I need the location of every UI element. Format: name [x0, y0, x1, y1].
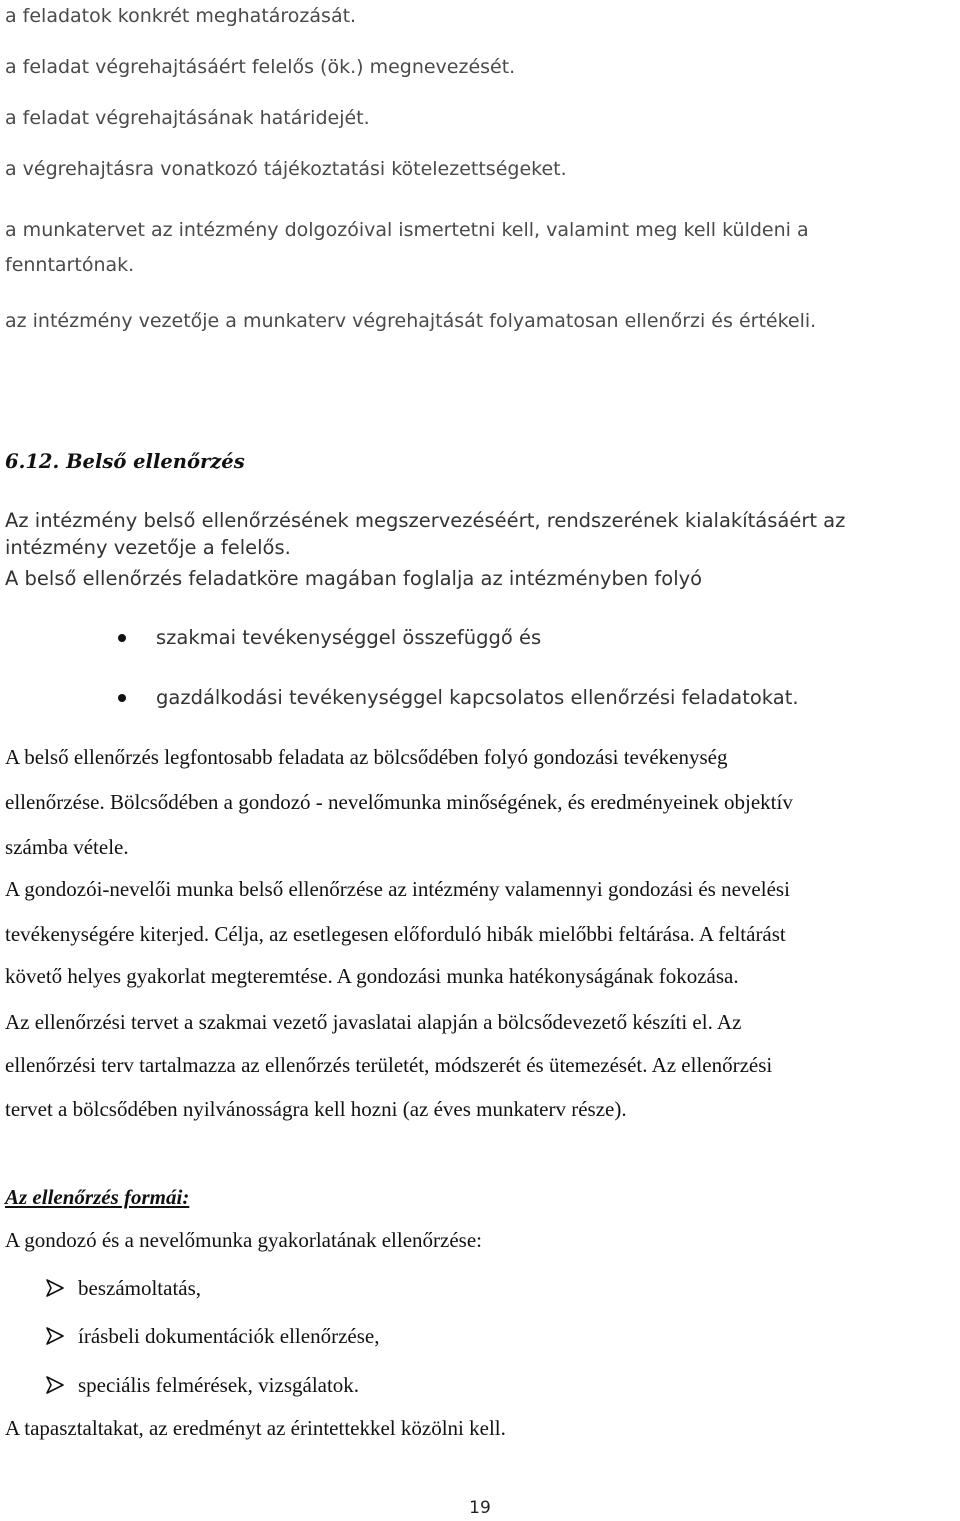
body-line: A gondozói-nevelői munka belső ellenőrzése az intézmény valamennyi gondozási és nevelési: [5, 877, 790, 901]
body-line: Az ellenőrzési tervet a szakmai vezető javaslatai alapján a bölcsődevezető készíti el. Az: [5, 1010, 742, 1034]
forms-closing: A tapasztaltakat, az eredményt az érintettekkel közölni kell.: [5, 1416, 506, 1440]
text-line: a munkatervet az intézmény dolgozóival ismertetni kell, valamint meg kell küldeni a: [5, 219, 809, 241]
body-line: tervet a bölcsődében nyilvánosságra kell hozni (az éves munkaterv része).: [5, 1097, 627, 1121]
arrow-bullet-icon: [44, 1277, 66, 1299]
text-line: a feladatok konkrét meghatározását.: [5, 5, 357, 27]
body-line: ellenőrzése. Bölcsődében a gondozó - nevelőmunka minőségének, és eredményeinek objektív: [5, 790, 793, 814]
body-line: számba vétele.: [5, 835, 129, 859]
forms-heading: Az ellenőrzés formái:: [5, 1185, 190, 1209]
section-intro: Az intézmény belső ellenőrzésének megszervezéséért, rendszerének kialakításáért az: [5, 509, 846, 532]
forms-item: beszámoltatás,: [78, 1276, 202, 1300]
body-line: A belső ellenőrzés legfontosabb feladata az bölcsődében folyó gondozási tevékenység: [5, 745, 728, 769]
forms-item: írásbeli dokumentációk ellenőrzése,: [78, 1324, 380, 1348]
text-line: a végrehajtásra vonatkozó tájékoztatási kötelezettségeket.: [5, 158, 567, 180]
text-line: a feladat végrehajtásának határidejét.: [5, 107, 370, 129]
page-number: 19: [469, 1498, 491, 1518]
body-line: tevékenységére kiterjed. Célja, az esetlegesen előforduló hibák mielőbbi feltárása. A feltárást: [5, 922, 786, 946]
section-intro: intézmény vezetője a felelős.: [5, 536, 291, 559]
forms-intro: A gondozó és a nevelőmunka gyakorlatának ellenőrzése:: [5, 1228, 482, 1252]
text-line: a feladat végrehajtásáért felelős (ök.) megnevezését.: [5, 56, 516, 78]
body-line: követő helyes gyakorlat megteremtése. A gondozási munka hatékonyságának fokozása.: [5, 964, 739, 988]
arrow-bullet-icon: [44, 1325, 66, 1347]
forms-item: speciális felmérések, vizsgálatok.: [78, 1373, 360, 1397]
section-intro: A belső ellenőrzés feladatköre magában foglalja az intézményben folyó: [5, 567, 703, 590]
bullet-item: gazdálkodási tevékenységgel kapcsolatos ellenőrzési feladatokat.: [156, 686, 799, 709]
text-line: fenntartónak.: [5, 254, 135, 276]
body-line: ellenőrzési terv tartalmazza az ellenőrzés területét, módszerét és ütemezését. Az ellenőrzési: [5, 1053, 773, 1077]
text-line: az intézmény vezetője a munkaterv végrehajtását folyamatosan ellenőrzi és értékeli.: [5, 310, 817, 332]
bullet-item: szakmai tevékenységgel összefüggő és: [156, 626, 542, 649]
section-heading: 6.12. Belső ellenőrzés: [5, 450, 245, 473]
bullet-dot-icon: [118, 634, 126, 642]
arrow-bullet-icon: [44, 1374, 66, 1396]
bullet-dot-icon: [118, 694, 126, 702]
